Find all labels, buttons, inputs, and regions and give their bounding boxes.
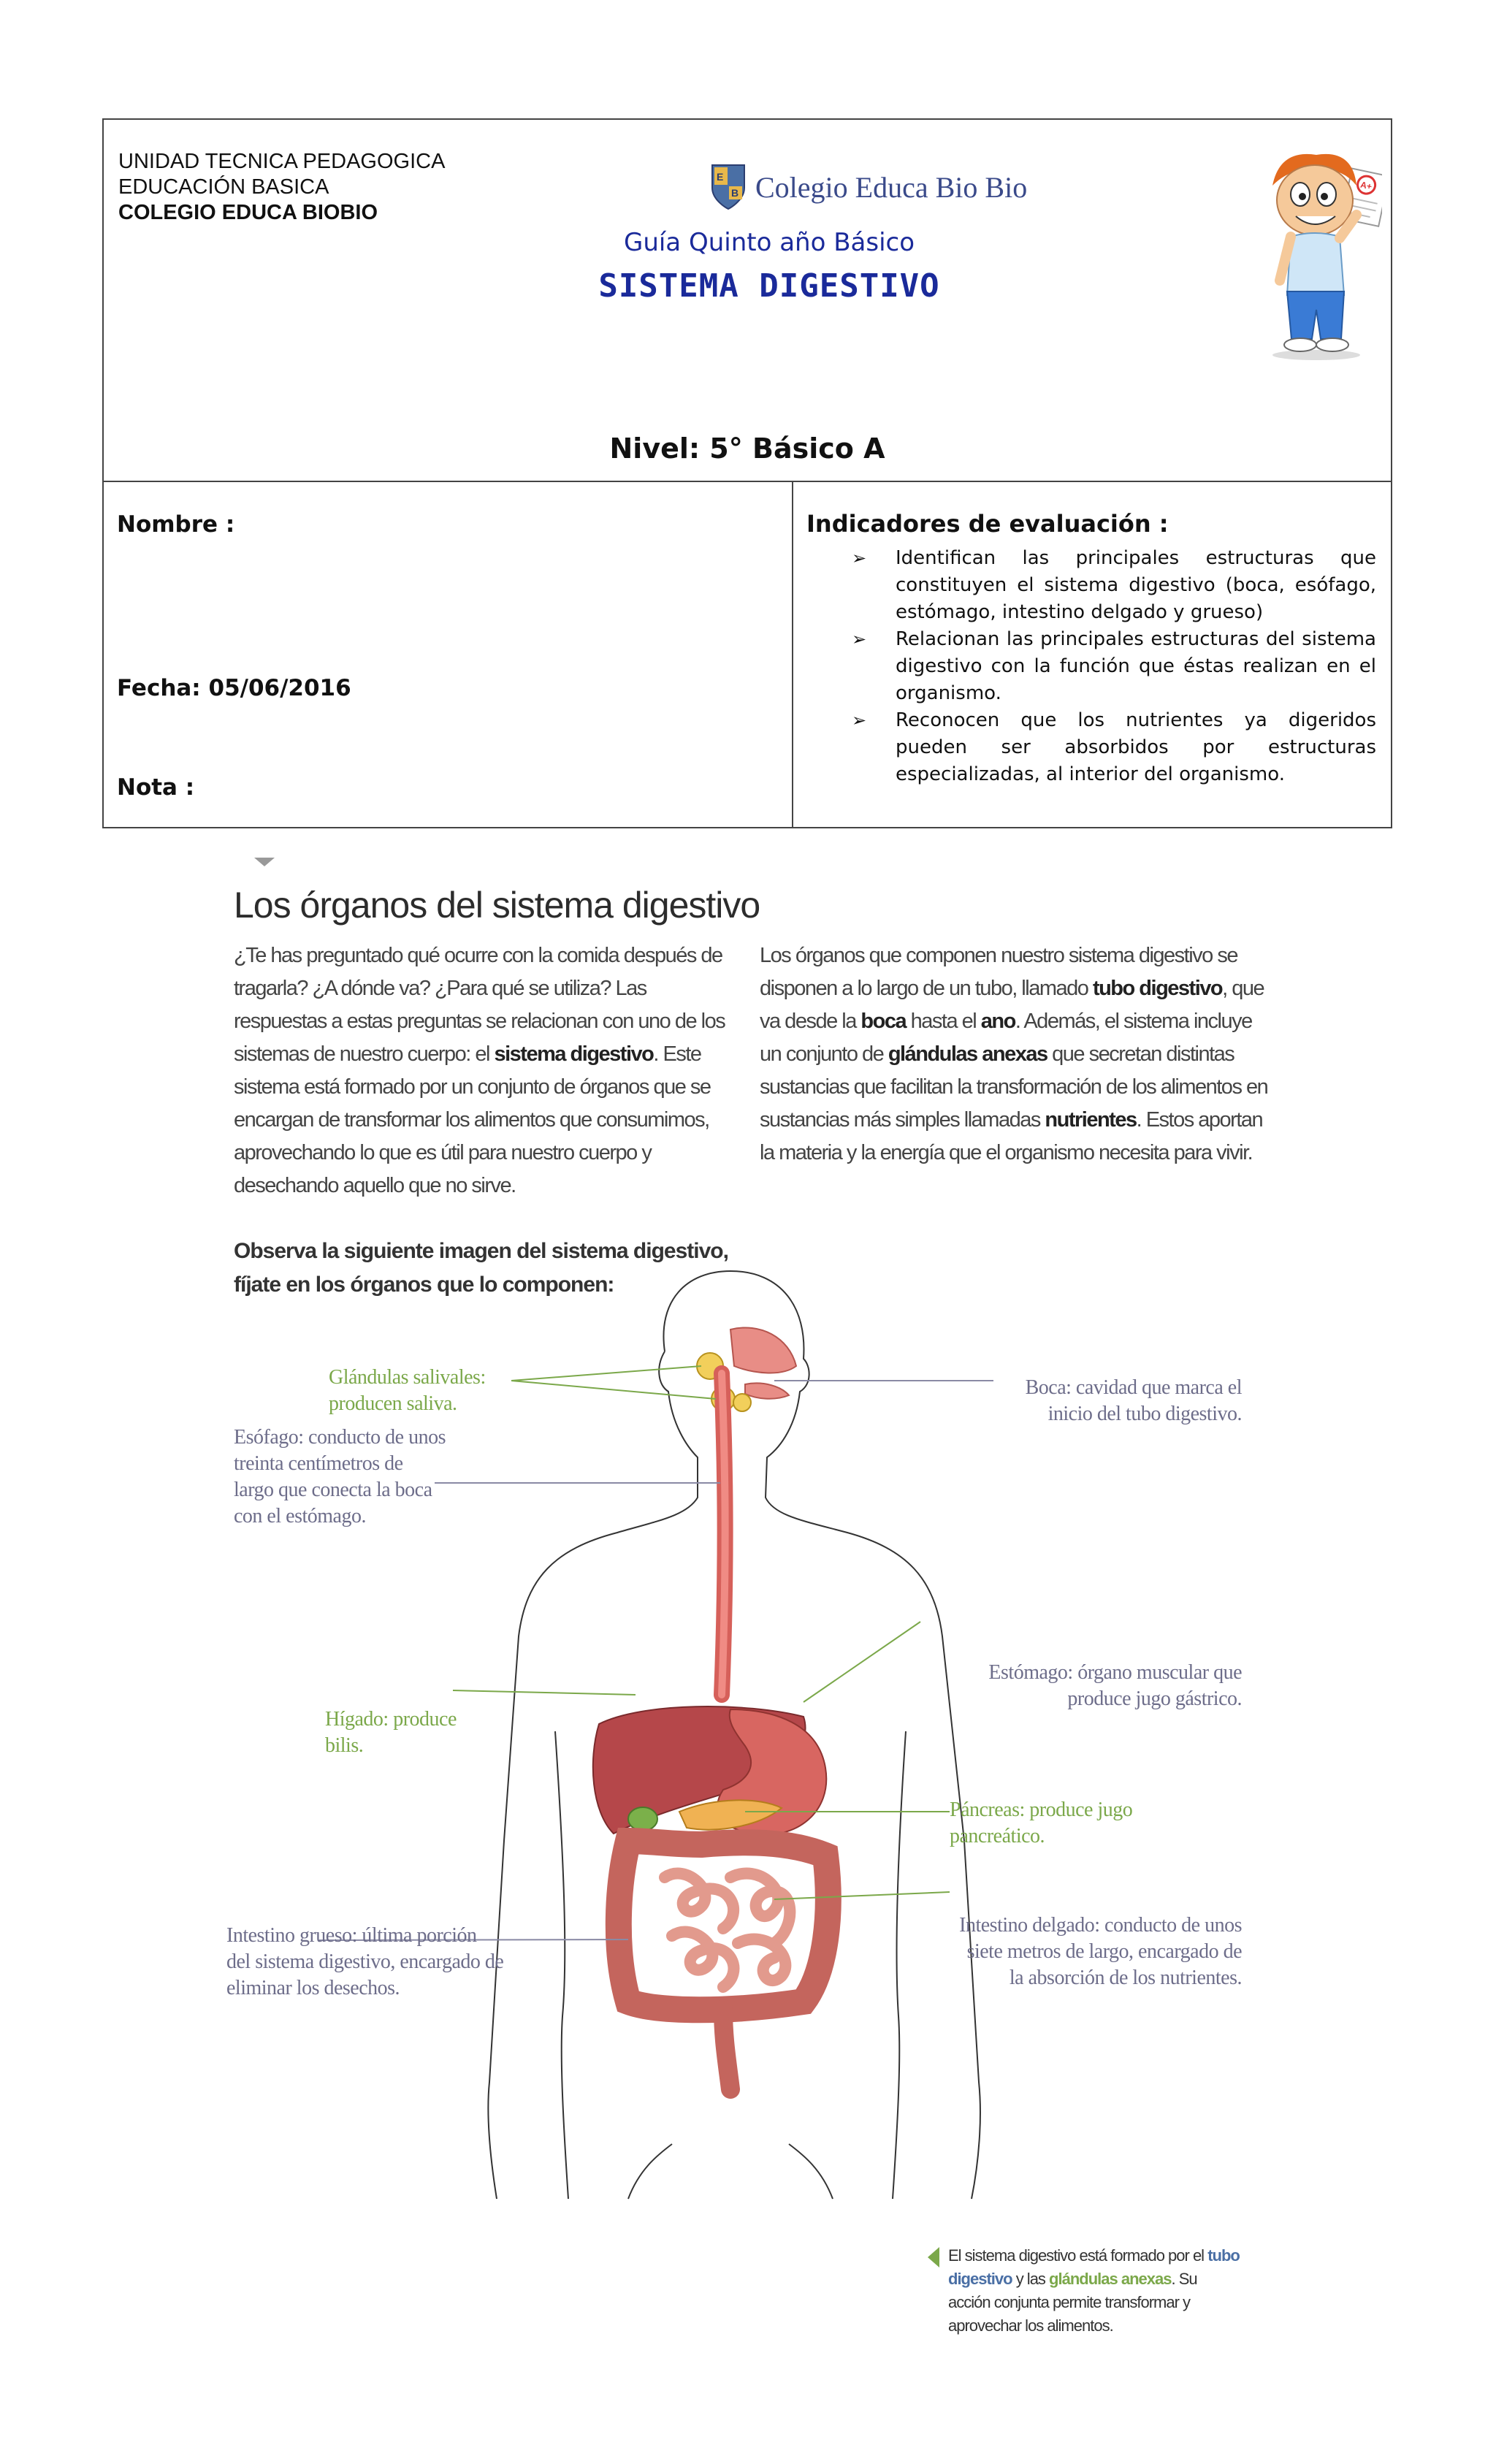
list-item (852, 707, 1376, 788)
text-run: . Su acción conjunta permite transformar y aprovechar los alimentos. (948, 2270, 1197, 2335)
list-item (852, 545, 1376, 626)
institution-line: EDUCACIÓN BASICA (118, 175, 329, 199)
large-intestine-label: Intestino grueso: última porción del sistema digestivo, encargado de eliminar los desechos. (226, 1924, 504, 1999)
textbook-excerpt (219, 847, 1268, 2335)
text-run: , que va desde la (760, 977, 1264, 1033)
bold-term: glándulas anexas (1049, 2270, 1172, 2288)
text-run: ¿Te has preguntado qué ocurre con la comida después de tragarla? ¿A dónde va? ¿Para qué se utiliza? Las respuestas a estas preguntas se relacionan con uno de los sistemas de nuestro cuerpo: el (234, 944, 725, 1066)
svg-text:E: E (717, 171, 724, 183)
text-run: Los órganos que componen nuestro sistema digestivo se disponen a lo largo de un tubo, llamado (760, 944, 1237, 1000)
pancreas-label: Páncreas: produce jugo pancreático. (950, 1799, 1133, 1847)
school-crest-icon (710, 163, 747, 211)
bold-term: boca (860, 1010, 907, 1033)
header-bottom-row (104, 481, 1391, 827)
institution-line: UNIDAD TECNICA PEDAGOGICA (118, 150, 446, 173)
section-marker-icon (254, 858, 275, 866)
stomach-label: Estómago: órgano muscular que produce jugo gástrico. (988, 1661, 1242, 1710)
header-top-cell (104, 120, 1391, 482)
observe-instruction: Observa la siguiente imagen del sistema digestivo, fíjate en los órganos que lo componen: (234, 1239, 728, 1297)
small-intestine-label: Intestino delgado: conducto de unos siete metros de largo, encargado de la absorción de los nutrientes. (959, 1914, 1242, 1989)
student-info-cell (104, 481, 793, 827)
esophagus-label: Esófago: conducto de unos treinta centímetros de largo que conecta la boca con el estómago. (234, 1426, 446, 1527)
caption-arrow-icon (928, 2247, 939, 2267)
svg-text:B: B (731, 187, 739, 199)
arrow-bullet-icon: ➢ (852, 710, 867, 731)
text-run: El sistema digestivo está formado por el (948, 2246, 1208, 2265)
digestive-system-diagram (219, 1256, 1242, 2335)
worksheet-header-table (102, 118, 1392, 828)
level-label: Nivel: 5° Básico A (609, 432, 885, 465)
arrow-bullet-icon: ➢ (852, 629, 867, 649)
indicator-text: Reconocen que los nutrientes ya digeridos pueden ser absorbidos por estructuras especializadas, al interior del organismo. (896, 709, 1376, 785)
list-item (852, 626, 1376, 707)
institution-block (118, 149, 445, 226)
page-title: SISTEMA DIGESTIVO (598, 267, 940, 305)
institution-line: COLEGIO EDUCA BIOBIO (118, 201, 378, 224)
bold-term: ano (980, 1010, 1015, 1033)
school-logo (710, 158, 1027, 216)
name-label: Nombre : (117, 511, 235, 538)
indicators-cell (793, 481, 1391, 827)
arrow-bullet-icon: ➢ (852, 548, 867, 568)
text-run: que secretan distintas sustancias que facilitan la transformación de los alimentos en sustancias más simples llamadas (760, 1042, 1268, 1132)
bold-term: glándulas anexas (888, 1042, 1047, 1066)
text-run: . Además, el sistema incluye un conjunto de (760, 1010, 1252, 1066)
bold-term: nutrientes (1045, 1108, 1137, 1132)
date-label: Fecha: 05/06/2016 (117, 675, 351, 701)
guide-label: Guía Quinto año Básico (623, 228, 915, 257)
liver-label: Hígado: produce bilis. (325, 1708, 457, 1757)
mouth-label: Boca: cavidad que marca el inicio del tubo digestivo. (1025, 1376, 1242, 1425)
indicator-text: Identifican las principales estructuras que constituyen el sistema digestivo (boca, esófago, estómago, intestino delgado y grueso) (896, 547, 1376, 623)
grade-label: Nota : (117, 774, 195, 801)
text-run: . Estos aportan la materia y la energía que el organismo necesita para vivir. (760, 1108, 1263, 1164)
text-run: . Este sistema está formado por un conjunto de órganos que se encargan de transformar los alimentos que consumimos, aprovechando lo que es útil para nuestro cuerpo y desechando aquello que no sirve. (234, 1042, 711, 1197)
bold-term: tubo digestivo (948, 2246, 1240, 2288)
salivary-glands-label: Glándulas salivales: producen saliva. (329, 1366, 486, 1415)
bold-term: tubo digestivo (1092, 977, 1223, 1000)
logo-text: Colegio Educa Bio Bio (755, 170, 1028, 204)
section-heading: Los órganos del sistema digestivo (234, 885, 760, 926)
indicator-text: Relacionan las principales estructuras del sistema digestivo con la función que éstas realizan en el organismo. (896, 628, 1376, 704)
student-mascot-illustration (1251, 142, 1382, 361)
text-run: hasta el (906, 1010, 981, 1033)
diagram-caption (948, 2244, 1240, 2338)
indicators-title: Indicadores de evaluación : (806, 510, 1169, 538)
svg-text:A+: A+ (1359, 179, 1373, 192)
bold-term: sistema digestivo (494, 1042, 654, 1066)
organs-paragraph (760, 939, 1271, 1170)
text-run: y las (1012, 2270, 1050, 2288)
indicators-list (852, 545, 1376, 788)
intro-paragraph (234, 939, 738, 1202)
